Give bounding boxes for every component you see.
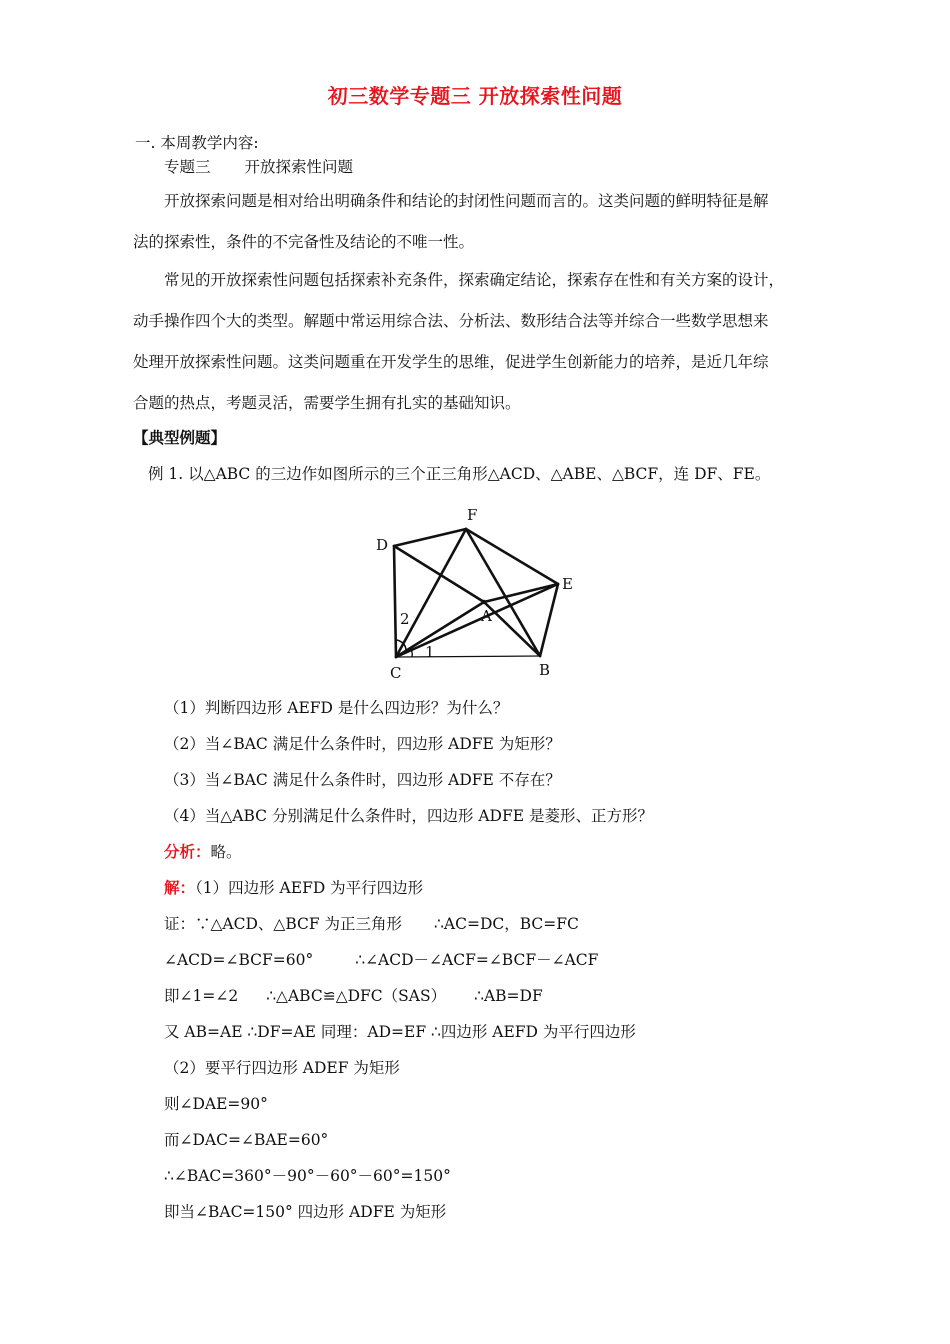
label-angle2: 2 [400, 610, 410, 628]
topic-number: 专题三 [164, 158, 211, 176]
topic-name: 开放探索性问题 [244, 158, 354, 176]
question-2: （2）当∠BAC 满足什么条件时，四边形 ADFE 为矩形？ [164, 735, 561, 753]
page-title: 初三数学专题三 开放探索性问题 [327, 84, 623, 108]
proof-2a: ∠ACD=∠BCF=60° [164, 951, 314, 969]
proof-1b: ∴AC=DC，BC=FC [434, 915, 579, 933]
label-angle1: 1 [425, 643, 435, 661]
para2-line4: 合题的热点，考题灵活，需要学生拥有扎实的基础知识。 [133, 394, 521, 412]
part2-line-3: 而∠DAC=∠BAE=60° [164, 1131, 329, 1149]
analysis-text: 略。 [210, 843, 242, 861]
angle-mark-1 [410, 649, 412, 657]
example1-statement: 例 1. 以△ABC 的三边作如图所示的三个正三角形△ACD、△ABE、△BCF，连 DF、FE。 [148, 465, 771, 483]
analysis-label: 分析： [164, 843, 211, 861]
edge-CF [396, 529, 466, 657]
label-D: D [376, 536, 389, 554]
section-heading: 一. 本周教学内容: [135, 134, 259, 152]
edge-FE [466, 529, 558, 584]
label-E: E [562, 575, 573, 593]
para1-line2: 法的探索性，条件的不完备性及结论的不唯一性。 [133, 233, 475, 251]
proof-2b: ∴∠ACD－∠ACF=∠BCF－∠ACF [355, 951, 599, 969]
proof-3a: 即∠1=∠2 [164, 987, 239, 1005]
label-F: F [467, 506, 478, 524]
part2-line-2: 则∠DAE=90° [164, 1095, 268, 1113]
geometry-figure [360, 500, 590, 682]
label-B: B [539, 661, 551, 679]
analysis-line [164, 842, 242, 862]
solution-line [164, 878, 423, 898]
examples-heading: 【典型例题】 [133, 429, 227, 447]
edge-FB [466, 529, 540, 656]
edge-CB [396, 656, 540, 657]
part2-line-4: ∴∠BAC=360°－90°－60°－60°=150° [164, 1167, 451, 1185]
edge-DF [394, 529, 466, 546]
question-3: （3）当∠BAC 满足什么条件时，四边形 ADFE 不存在？ [164, 771, 561, 789]
question-4: （4）当△ABC 分别满足什么条件时，四边形 ADFE 是菱形、正方形？ [164, 807, 653, 825]
solution-first: （1）四边形 AEFD 为平行四边形 [195, 879, 424, 897]
para2-line2: 动手操作四个大的类型。解题中常运用综合法、分析法、数形结合法等并综合一些数学思想来 [133, 312, 769, 330]
para1-line1: 开放探索问题是相对给出明确条件和结论的封闭性问题而言的。这类问题的鲜明特征是解 [164, 192, 769, 210]
proof-1a: 证：∵△ACD、△BCF 为正三角形 [164, 915, 403, 933]
para2-line1: 常见的开放探索性问题包括探索补充条件，探索确定结论，探索存在性和有关方案的设计， [164, 271, 785, 289]
proof-line-1 [164, 914, 579, 934]
edge-DC [394, 546, 396, 657]
proof-line-2 [164, 950, 598, 970]
para2-line3: 处理开放探索性问题。这类问题重在开发学生的思维，促进学生创新能力的培养，是近几年综 [133, 353, 769, 371]
proof-3c: ∴AB=DF [474, 987, 543, 1005]
label-C: C [390, 664, 402, 682]
proof-line-3 [164, 986, 543, 1006]
part2-line-5: 即当∠BAC=150° 四边形 ADFE 为矩形 [164, 1203, 447, 1221]
part2-line-1: （2）要平行四边形 ADEF 为矩形 [164, 1059, 400, 1077]
point-A [482, 600, 486, 604]
solution-label: 解： [164, 879, 196, 897]
edge-EB [540, 584, 558, 656]
label-A: A [481, 607, 492, 625]
topic-line [164, 157, 353, 177]
proof-3b: ∴△ABC≌△DFC（SAS） [266, 987, 447, 1005]
question-1: （1）判断四边形 AEFD 是什么四边形？为什么？ [164, 699, 509, 717]
edge-DA [394, 546, 484, 602]
proof-line-4: 又 AB=AE ∴DF=AE 同理：AD=EF ∴四边形 AEFD 为平行四边形 [164, 1023, 636, 1041]
